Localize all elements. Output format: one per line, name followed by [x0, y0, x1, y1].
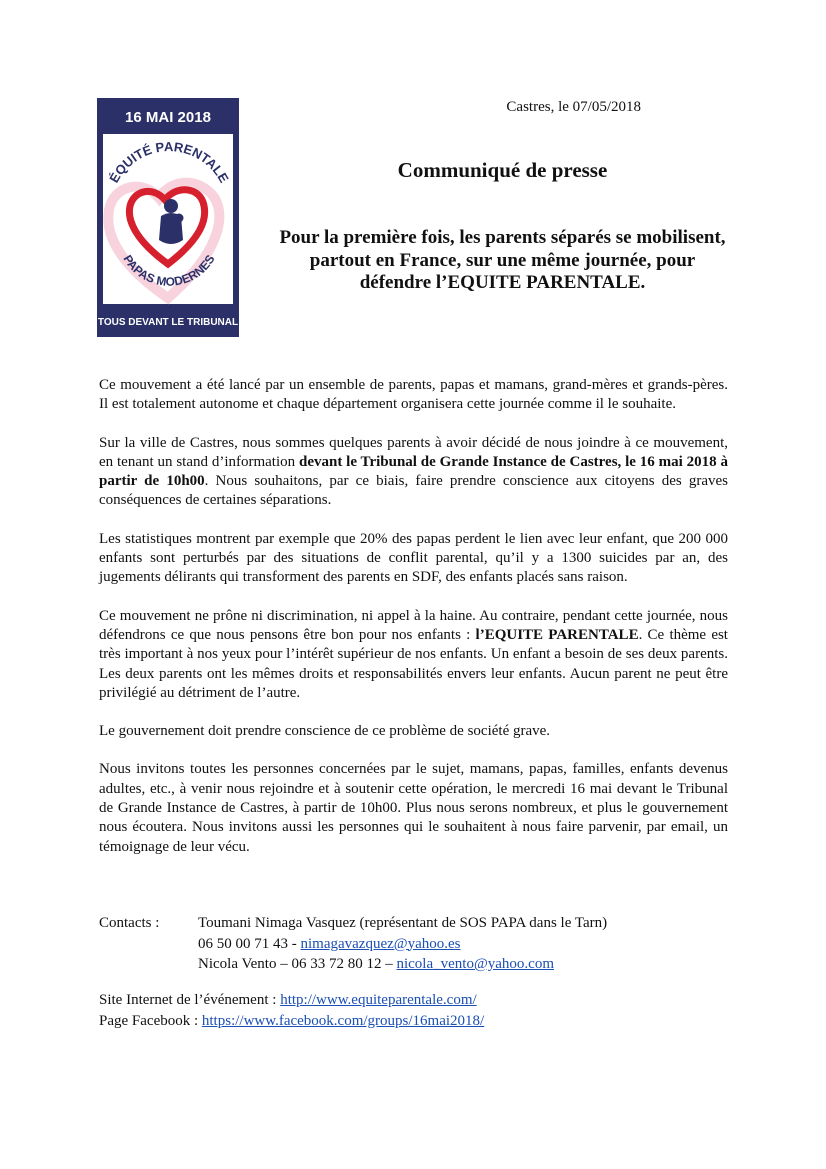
paragraph-text: . Nous souhaitons, par ce biais, faire prendre conscience aux citoyens des graves conséquences de certaines séparations. [99, 473, 728, 509]
contacts-label: Contacts : [99, 915, 160, 931]
paragraph-castres [99, 434, 728, 511]
contact-row [99, 913, 728, 934]
event-logo [97, 98, 239, 337]
document-date: Castres, le 07/05/2018 [506, 99, 641, 115]
paragraph-values [99, 607, 728, 703]
paragraph-invitation: Nous invitons toutes les personnes concernées par le sujet, mamans, papas, familles, enfants devenus adultes, etc., à venir nous rejoindre et à soutenir cette opération, le mercredi 16 mai devant le Tribunal de Grande Instance de Castres, à partir de 10h00. Plus nous serons nombreux, et plus le gouvernement nous écoutera. Nous invitons aussi les personnes qui le souhaitent à nous faire parvenir, par email, un témoignage de leur vécu. [99, 761, 728, 855]
paragraph-text: Sur la ville de Castres, nous sommes quelques parents à avoir décidé de nous joindre à ce mouvement, en tenant un stand d’information [99, 434, 728, 470]
paragraph-government: Le gouvernement doit prendre conscience de ce problème de société grave. [99, 723, 551, 740]
logo-arc-bottom-text: PAPAS MODERNES [120, 252, 218, 289]
page-title: Communiqué de presse [397, 158, 608, 182]
site-link[interactable]: http://www.equiteparentale.com/ [280, 992, 477, 1008]
headline: Pour la première fois, les parents séparés se mobilisent, partout en France, sur une même journée, pour défendre l’EQUITE PARENTALE. [279, 227, 726, 293]
facebook-label: Page Facebook : [99, 1012, 202, 1029]
contact-row [99, 934, 728, 955]
site-line [99, 990, 728, 1011]
paragraph-text: . Ce thème est très important à nos yeux pour l’intérêt supérieur de nos enfants. Un enfant a besoin de ses deux parents. Les deux parents ont les mêmes droits et responsabilités envers leur enfants. Aucun parent ne peut être privilégié au détriment de l’autre. [99, 626, 728, 701]
facebook-link[interactable]: https://www.facebook.com/groups/16mai2018/ [201, 1012, 485, 1029]
email-link-primary[interactable]: nimagavazquez@yahoo.es [300, 935, 461, 952]
paragraph-intro: Ce mouvement a été lancé par un ensemble de parents, papas et mamans, grand-mères et grands-pères. Il est totalement autonome et chaque département organisera cette journée comme il le souhaite. [99, 377, 728, 413]
links-block [99, 990, 728, 1031]
logo-bottom-text: TOUS DEVANT LE TRIBUNAL [97, 317, 239, 328]
contact-primary: Toumani Nimaga Vasquez (représentant de SOS PAPA dans le Tarn) [198, 915, 608, 931]
logo-arc-top-text: ÉQUITÉ PARENTALE [106, 139, 232, 186]
email-link-secondary[interactable]: nicola_vento@yahoo.com [396, 956, 554, 972]
event-logo-graphic [97, 98, 239, 337]
press-release-body [99, 376, 728, 876]
facebook-line [99, 1011, 728, 1032]
contact-row [99, 954, 728, 975]
contact-phone: 06 50 00 71 43 - [198, 935, 301, 952]
paragraph-text: Ce mouvement ne prône ni discrimination, ni appel à la haine. Au contraire, pendant cette journée, nous défendrons ce que nous pensons être bon pour nos enfants : [99, 607, 728, 643]
site-label: Site Internet de l’événement : [99, 992, 281, 1008]
event-location-highlight: devant le Tribunal de Grande Instance de Castres, le 16 mai 2018 à partir de 10h00 [99, 453, 728, 490]
contact-secondary: Nicola Vento – 06 33 72 80 12 – [198, 956, 397, 972]
logo-date-text: 16 MAI 2018 [125, 109, 211, 126]
contacts-block [99, 913, 728, 975]
equity-highlight: l’EQUITE PARENTALE [475, 626, 639, 643]
paragraph-statistics: Les statistiques montrent par exemple que 20% des papas perdent le lien avec leur enfant, que 200 000 enfants sont perturbés par des situations de conflit parental, qu’il y a 1300 suicides par an, des jugements délirants qui transforment des parents en SDF, des enfants placés sans raison. [99, 530, 728, 586]
